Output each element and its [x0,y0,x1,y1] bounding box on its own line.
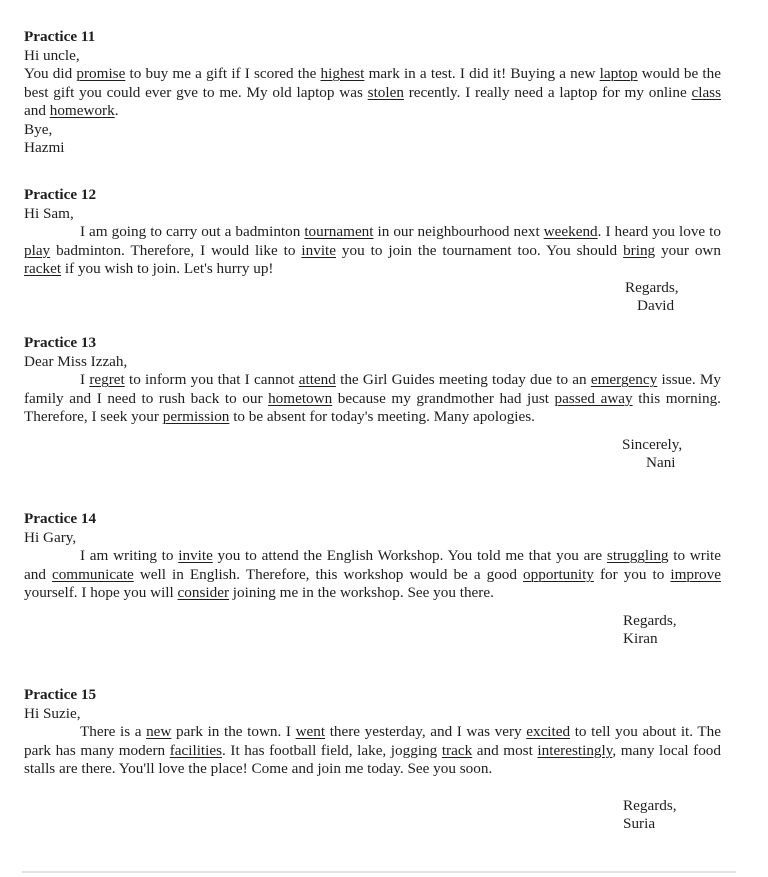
letter-signer: Kiran [623,630,658,647]
body-text-segment: to be absent for today's meeting. Many apologies. [229,408,535,425]
letter-signer: Suria [623,815,656,832]
letter-body [24,65,721,121]
underlined-keyword: stolen [367,83,404,101]
body-text-segment: to write and [24,547,721,583]
practice-14 [24,510,721,686]
body-text-segment: yourself. I hope you will [24,584,178,601]
practice-title: Practice 12 [24,186,97,203]
letter-body [24,371,721,427]
underlined-keyword: excited [526,723,571,740]
practice-title: Practice 14 [24,510,97,527]
body-text-segment: if you wish to join. Let's hurry up! [61,260,274,277]
body-text-segment: you to join the tournament too. You should [336,241,624,259]
body-text-segment: park in the town. I [171,723,296,740]
underlined-keyword: facilities [169,741,223,759]
letter-signer: Nani [646,454,676,471]
body-text-segment: because my grandmother had just [332,389,555,407]
letter-closing: Regards, [623,611,677,629]
letter-body [24,223,721,279]
body-text-segment: . It has football field, lake, jogging [222,741,442,759]
underlined-keyword: track [441,741,473,759]
letter-closing: Regards, [623,796,677,814]
body-text-segment: to tell you about it. The park has many modern [24,723,721,759]
practice-title: Practice 13 [24,334,97,351]
underlined-keyword: highest [320,65,365,82]
body-text-segment: well in English. Therefore, this workshop would be a good [133,565,524,583]
underlined-keyword: class [691,83,722,101]
underlined-keyword: hometown [268,389,333,407]
underlined-keyword: permission [162,408,230,425]
underlined-keyword: attend [298,371,336,388]
body-text-segment: . I heard you love to [597,223,721,240]
underlined-keyword: racket [24,260,62,277]
worksheet-page [24,28,721,856]
body-text-segment: issue. My family and I need to rush back to our [24,371,721,407]
body-text-segment: there yesterday, and I was very [325,723,527,740]
underlined-keyword: interestingly [537,741,613,759]
letter-signer: David [637,297,675,314]
underlined-keyword: tournament [304,223,374,240]
underlined-keyword: invite [301,241,336,259]
letter-body [24,723,721,779]
letter-closing: Regards, [625,278,679,296]
underlined-keyword: new [146,723,172,740]
practice-12 [24,186,721,334]
body-text-segment: joining me in the workshop. See you there. [229,584,494,601]
practice-11 [24,28,721,186]
practice-13 [24,334,721,510]
underlined-keyword: communicate [51,565,134,583]
underlined-keyword: consider [177,584,229,601]
underlined-keyword: laptop [599,65,638,82]
body-text-segment: your own [655,241,721,259]
body-text-segment: recently. I really need a laptop for my online [403,83,692,101]
underlined-keyword: opportunity [523,565,594,583]
underlined-keyword: bring [623,241,656,259]
practice-15 [24,686,721,856]
practice-title: Practice 11 [24,28,96,45]
body-text-segment: I am going to carry out a badminton [80,223,305,240]
underlined-keyword: weekend [543,223,598,240]
body-text-segment: , many local food stalls are there. You'll love the place! Come and join me today. See you soon. [24,741,721,777]
underlined-keyword: invite [178,547,213,564]
body-text-segment: and [24,102,50,119]
practice-title: Practice 15 [24,686,97,703]
body-text-segment: mark in a test. I did it! Buying a new [364,65,600,82]
body-text-segment: would be the best gift you could ever gve to me. My old laptop was [24,65,721,101]
underlined-keyword: improve [670,565,721,583]
body-text-segment: There is a [80,723,147,740]
letter-greeting: Hi uncle, [24,46,80,64]
underlined-keyword: struggling [606,547,669,564]
body-text-segment: to inform you that I cannot [124,371,299,388]
underlined-keyword: went [295,723,326,740]
body-text-segment: You did [24,65,77,82]
page-divider [22,871,736,873]
underlined-keyword: emergency [590,371,658,388]
body-text-segment: for you to [593,565,671,583]
letter-closing: Sincerely, [622,435,683,453]
body-text-segment: . [114,102,119,119]
body-text-segment: the Girl Guides meeting today due to an [335,371,591,388]
letter-greeting: Dear Miss Izzah, [24,352,128,370]
underlined-keyword: regret [89,371,125,388]
underlined-keyword: homework [49,102,115,119]
letter-signer: Hazmi [24,139,65,156]
letter-greeting: Hi Sam, [24,204,74,222]
body-text-segment: and most [472,741,538,759]
underlined-keyword: passed away [554,389,633,407]
body-text-segment: you to attend the English Workshop. You told me that you are [212,547,607,564]
body-text-segment: badminton. Therefore, I would like to [50,241,302,259]
body-text-segment: in our neighbourhood next [373,223,544,240]
letter-greeting: Hi Suzie, [24,704,81,722]
body-text-segment: I [80,371,90,388]
letter-body [24,547,721,603]
underlined-keyword: play [24,241,51,259]
body-text-segment: this morning. Therefore, I seek your [24,389,721,425]
letter-closing: Bye, [24,120,53,138]
body-text-segment: to buy me a gift if I scored the [125,65,321,82]
letter-greeting: Hi Gary, [24,528,77,546]
body-text-segment: I am writing to [80,547,179,564]
underlined-keyword: promise [76,65,126,82]
